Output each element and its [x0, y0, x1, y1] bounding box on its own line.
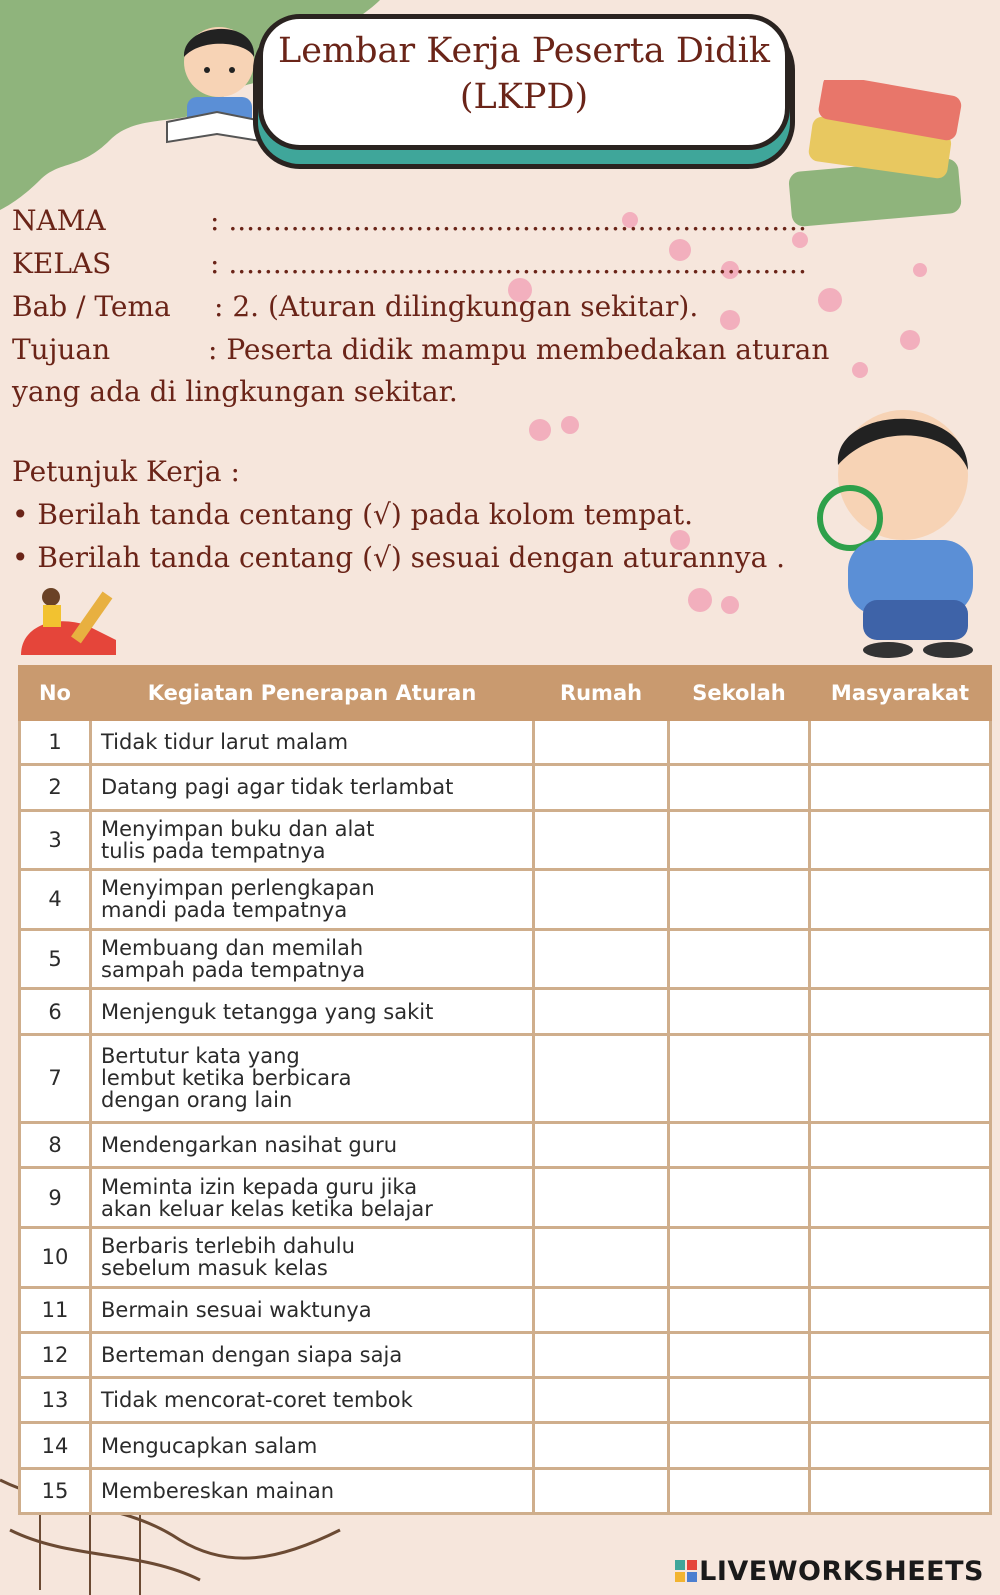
- bab-field: [12, 290, 712, 326]
- nama-field: [12, 204, 807, 240]
- row-number: 8: [20, 1123, 91, 1168]
- checkbox-rumah[interactable]: [534, 870, 669, 930]
- header-masyarakat: Masyarakat: [810, 667, 991, 720]
- activity-text: Menjenguk tetangga yang sakit: [101, 999, 434, 1024]
- activity-text: dengan orang lain: [101, 1088, 293, 1113]
- checkbox-rumah[interactable]: [534, 1287, 669, 1332]
- activity-text: Datang pagi agar tidak terlambat: [101, 775, 454, 800]
- checkbox-masyarakat[interactable]: [810, 1423, 991, 1468]
- kelas-field: [12, 247, 807, 283]
- activity-text: Tidak mencorat-coret tembok: [101, 1388, 413, 1413]
- checkbox-masyarakat[interactable]: [810, 989, 991, 1034]
- checkbox-masyarakat[interactable]: [810, 870, 991, 930]
- checkbox-sekolah[interactable]: [669, 1423, 810, 1468]
- activity-text: Mendengarkan nasihat guru: [101, 1133, 398, 1158]
- table-row: [20, 1378, 991, 1423]
- activity-text: Menyimpan perlengkapan: [101, 876, 375, 901]
- checkbox-masyarakat[interactable]: [810, 929, 991, 989]
- checkbox-sekolah[interactable]: [669, 1468, 810, 1513]
- activity-text: Mengucapkan salam: [101, 1433, 318, 1458]
- child-stationery-illustration: [16, 585, 136, 665]
- activity-cell: [91, 929, 534, 989]
- checkbox-sekolah[interactable]: [669, 989, 810, 1034]
- table-row: [20, 810, 991, 870]
- checkbox-rumah[interactable]: [534, 1378, 669, 1423]
- row-number: 15: [20, 1468, 91, 1513]
- activity-cell: [91, 1378, 534, 1423]
- checkbox-sekolah[interactable]: [669, 929, 810, 989]
- checkbox-masyarakat[interactable]: [810, 1287, 991, 1332]
- table-row: [20, 1034, 991, 1122]
- kelas-label: KELAS: [12, 247, 112, 280]
- checkbox-rumah[interactable]: [534, 1168, 669, 1228]
- table-header-row: [20, 667, 991, 720]
- activity-cell: [91, 1168, 534, 1228]
- activity-cell: [91, 1228, 534, 1288]
- activity-cell: [91, 1034, 534, 1122]
- row-number: 10: [20, 1228, 91, 1288]
- instruction-item: • Berilah tanda centang (√) sesuai dengan aturannya .: [12, 541, 786, 574]
- activity-text: sebelum masuk kelas: [101, 1256, 328, 1281]
- checkbox-sekolah[interactable]: [669, 1287, 810, 1332]
- tujuan-continuation: yang ada di lingkungan sekitar.: [12, 375, 458, 408]
- activity-cell: [91, 1468, 534, 1513]
- checkbox-rumah[interactable]: [534, 1123, 669, 1168]
- activity-cell: [91, 1123, 534, 1168]
- table-row: [20, 1168, 991, 1228]
- activity-text: Berbaris terlebih dahulu: [101, 1234, 355, 1259]
- table-row: [20, 1228, 991, 1288]
- checkbox-sekolah[interactable]: [669, 765, 810, 810]
- checkbox-masyarakat[interactable]: [810, 765, 991, 810]
- nama-label: NAMA: [12, 204, 106, 237]
- row-number: 9: [20, 1168, 91, 1228]
- table-row: [20, 870, 991, 930]
- header-rumah: Rumah: [534, 667, 669, 720]
- checkbox-masyarakat[interactable]: [810, 810, 991, 870]
- checkbox-rumah[interactable]: [534, 1468, 669, 1513]
- checkbox-rumah[interactable]: [534, 1332, 669, 1377]
- header-no: No: [20, 667, 91, 720]
- checkbox-sekolah[interactable]: [669, 1168, 810, 1228]
- checkbox-rumah[interactable]: [534, 1034, 669, 1122]
- instructions-heading: Petunjuk Kerja :: [12, 455, 240, 488]
- table-body: [20, 720, 991, 1514]
- bab-label: Bab / Tema: [12, 290, 171, 323]
- header-sekolah: Sekolah: [669, 667, 810, 720]
- checkbox-rumah[interactable]: [534, 929, 669, 989]
- checkbox-rumah[interactable]: [534, 1228, 669, 1288]
- checkbox-masyarakat[interactable]: [810, 1228, 991, 1288]
- activity-text: mandi pada tempatnya: [101, 898, 348, 923]
- activity-cell: [91, 810, 534, 870]
- checkbox-sekolah[interactable]: [669, 1228, 810, 1288]
- checkbox-rumah[interactable]: [534, 810, 669, 870]
- checkbox-masyarakat[interactable]: [810, 1123, 991, 1168]
- activity-text: Meminta izin kepada guru jika: [101, 1174, 418, 1199]
- activity-text: Tidak tidur larut malam: [101, 730, 349, 755]
- table-row: [20, 1123, 991, 1168]
- row-number: 14: [20, 1423, 91, 1468]
- checkbox-sekolah[interactable]: [669, 870, 810, 930]
- activity-cell: [91, 1287, 534, 1332]
- tujuan-value: : Peserta didik mampu membedakan aturan: [208, 333, 830, 366]
- activity-cell: [91, 989, 534, 1034]
- instruction-item: • Berilah tanda centang (√) pada kolom tempat.: [12, 498, 694, 531]
- row-number: 4: [20, 870, 91, 930]
- table-row: [20, 1332, 991, 1377]
- activity-text: Menyimpan buku dan alat: [101, 816, 375, 841]
- activity-cell: [91, 1332, 534, 1377]
- row-number: 12: [20, 1332, 91, 1377]
- checkbox-sekolah[interactable]: [669, 1034, 810, 1122]
- checkbox-sekolah[interactable]: [669, 1332, 810, 1377]
- checkbox-sekolah[interactable]: [669, 1123, 810, 1168]
- row-number: 3: [20, 810, 91, 870]
- bab-value: : 2. (Aturan dilingkungan sekitar).: [214, 290, 699, 323]
- checkbox-rumah[interactable]: [534, 1423, 669, 1468]
- table-row: [20, 929, 991, 989]
- activity-text: Membuang dan memilah: [101, 936, 364, 961]
- row-number: 6: [20, 989, 91, 1034]
- activity-text: Bertutur kata yang: [101, 1044, 300, 1069]
- checkbox-masyarakat[interactable]: [810, 1378, 991, 1423]
- checkbox-sekolah[interactable]: [669, 720, 810, 765]
- row-number: 5: [20, 929, 91, 989]
- liveworksheets-logo-icon: [675, 1560, 697, 1582]
- row-number: 2: [20, 765, 91, 810]
- checkbox-rumah[interactable]: [534, 720, 669, 765]
- page-subtitle: (LKPD): [459, 77, 589, 117]
- checkbox-masyarakat[interactable]: [810, 1468, 991, 1513]
- checkbox-masyarakat[interactable]: [810, 1034, 991, 1122]
- row-number: 7: [20, 1034, 91, 1122]
- logo-text: LIVEWORKSHEETS: [699, 1556, 984, 1587]
- activity-text: lembut ketika berbicara: [101, 1066, 352, 1091]
- boy-magnifier-illustration: [808, 400, 983, 660]
- checkbox-masyarakat[interactable]: [810, 1168, 991, 1228]
- page-title: Lembar Kerja Peserta Didik: [278, 31, 770, 71]
- activity-text: Membereskan mainan: [101, 1478, 335, 1503]
- title-box: [258, 14, 790, 150]
- table-row: [20, 765, 991, 810]
- activity-text: Bermain sesuai waktunya: [101, 1297, 372, 1322]
- rules-table: [18, 665, 992, 1515]
- checkbox-sekolah[interactable]: [669, 1378, 810, 1423]
- header-activity: Kegiatan Penerapan Aturan: [91, 667, 534, 720]
- liveworksheets-logo: [675, 1556, 984, 1587]
- tujuan-field: [12, 333, 832, 369]
- activity-cell: [91, 765, 534, 810]
- row-number: 1: [20, 720, 91, 765]
- checkbox-masyarakat[interactable]: [810, 720, 991, 765]
- activity-text: akan keluar kelas ketika belajar: [101, 1196, 433, 1221]
- checkbox-sekolah[interactable]: [669, 810, 810, 870]
- checkbox-rumah[interactable]: [534, 989, 669, 1034]
- activity-text: tulis pada tempatnya: [101, 838, 326, 863]
- table-row: [20, 720, 991, 765]
- boy-reading-illustration: [162, 12, 272, 147]
- activity-cell: [91, 720, 534, 765]
- nama-input[interactable]: : .................................................................: [210, 204, 807, 237]
- activity-text: Berteman dengan siapa saja: [101, 1343, 403, 1368]
- activity-cell: [91, 1423, 534, 1468]
- tujuan-label: Tujuan: [12, 333, 111, 366]
- table-row: [20, 1468, 991, 1513]
- activity-cell: [91, 870, 534, 930]
- row-number: 13: [20, 1378, 91, 1423]
- kelas-input[interactable]: : .................................................................: [210, 247, 807, 280]
- activity-text: sampah pada tempatnya: [101, 958, 366, 983]
- checkbox-masyarakat[interactable]: [810, 1332, 991, 1377]
- row-number: 11: [20, 1287, 91, 1332]
- table-row: [20, 1287, 991, 1332]
- table-row: [20, 989, 991, 1034]
- table-row: [20, 1423, 991, 1468]
- checkbox-rumah[interactable]: [534, 765, 669, 810]
